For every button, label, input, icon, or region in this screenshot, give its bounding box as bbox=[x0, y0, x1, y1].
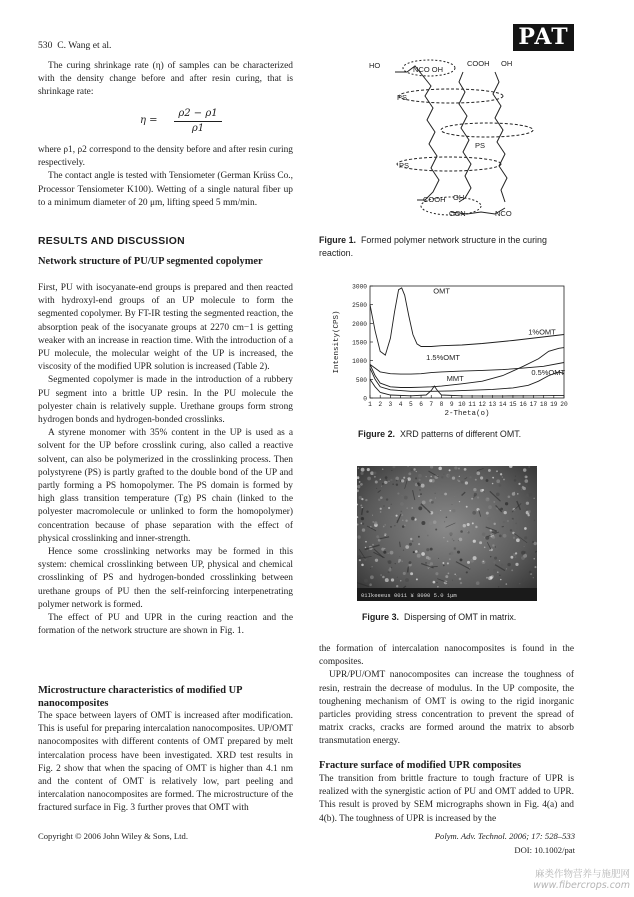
figure1-caption bbox=[319, 234, 575, 259]
chain-right bbox=[493, 72, 507, 202]
figure1-caption-text: Formed polymer network structure in the curing reaction. bbox=[319, 235, 547, 258]
network-section-body bbox=[38, 282, 293, 638]
figure3-caption-text: Dispersing of OMT in matrix. bbox=[403, 612, 517, 622]
series-label: MMT bbox=[446, 374, 464, 384]
label-ps-2: PS bbox=[475, 141, 486, 150]
network-paragraph-3: A styrene monomer with 35% content in the UP is used as a solvent for the UP before crosslink curing, also called a reactive solvent, can also be polymerized in the crosslinking process. Then polystyrene (PS) is partly grafted to the double bond of the UP and partly forming a PS homopolymer. The PS domain is formed by high glass transition temperature (Tg) PS chain (linked to the polyester macromolecule or unlinked to form the homopolymer) concentration because of phase separation with the effect of physical crosslinking and inner-strength. bbox=[38, 428, 293, 544]
series-label: 1%OMT bbox=[528, 327, 556, 337]
series-label: 0.5%OMT bbox=[531, 367, 566, 377]
ps-domain-3 bbox=[397, 157, 501, 171]
y-tick-label: 500 bbox=[355, 376, 367, 384]
page-number: 530 bbox=[38, 40, 53, 51]
section-heading: RESULTS AND DISCUSSION bbox=[38, 236, 185, 247]
watermark-cn: 麻类作物营养与施肥网 bbox=[534, 869, 630, 880]
series-label: OMT bbox=[433, 286, 450, 296]
label-ocn: OCN bbox=[449, 209, 466, 218]
label-nco-oh: NCO OH bbox=[413, 65, 443, 74]
footer-doi: DOI: 10.1002/pat bbox=[514, 845, 575, 855]
x-tick-label: 15 bbox=[509, 401, 517, 408]
x-tick-label: 9 bbox=[449, 401, 454, 408]
chain-left bbox=[395, 66, 439, 200]
tensiometer-paragraph: The contact angle is tested with Tensiometer (German Krüss Co., Processor Tensiometer K100). Wetting of a single natural fiber up to a minimum diameter of 20 μm, lifting speed 5 mm/min. bbox=[38, 171, 293, 208]
ps-domain-2 bbox=[441, 123, 533, 137]
network-paragraph-4: Hence some crosslinking networks may be formed in this system: chemical crosslinking between UP, physical and chemical crosslinking of PS and hydrogen-bonded crosslinking between urethane groups of PU then the self-reinforcing interpenetrating polymer network is formed. bbox=[38, 547, 293, 610]
microstructure-paragraph: The space between layers of OMT is increased after modification. This is useful for preparing intercalation nanocomposites. UP/OMT nanocomposites with different contents of OMT prepared by melt intercalation process have been investigated. XRD test results in Fig. 2 show that when the spacing of OMT is higher than 4.1 nm and the content of OMT is relatively low, part peeling and intercalation nanocomposites are formed. The microstructure of the fractured surface in Fig. 3 further proves that OMT with bbox=[38, 711, 293, 814]
methods-block bbox=[38, 144, 293, 210]
figure3-caption-label: Figure 3. bbox=[362, 612, 399, 622]
watermark-url: www.fibercrops.com bbox=[533, 880, 630, 891]
figure2-xrd-chart bbox=[330, 278, 574, 418]
subsection-heading-microstructure: Microstructure characteristics of modified UP nanocomposites bbox=[38, 685, 242, 709]
series-line-omt bbox=[370, 288, 564, 355]
y-tick-label: 1500 bbox=[352, 339, 367, 347]
figure2-caption-text: XRD patterns of different OMT. bbox=[399, 429, 522, 439]
label-ps-1: PS bbox=[397, 93, 408, 102]
x-tick-label: 12 bbox=[478, 401, 487, 408]
x-tick-label: 19 bbox=[550, 401, 558, 408]
network-paragraph-2: Segmented copolymer is made in the introduction of a rubbery PU segment into a brittle UP resin. In the PU molecule the polyester chain is relatively supple. Urethane groups form strong hydrogen bonds and hydrogen-bonded crosslinks. bbox=[38, 375, 293, 426]
shrinkage-paragraph: The curing shrinkage rate (η) of samples can be characterized with the density change before and after resin curing, that is shrinkage rate: bbox=[38, 61, 293, 98]
equation-lhs: η = bbox=[140, 115, 158, 126]
sem-scale-label: 01Ikeeeus 0011 ¥ 8000 5.0 1μm bbox=[361, 592, 457, 599]
subsection-heading-network: Network structure of PU/UP segmented copolymer bbox=[38, 256, 263, 267]
x-tick-label: 3 bbox=[388, 401, 393, 408]
x-tick-label: 4 bbox=[398, 401, 403, 408]
label-oh-bottom: OH bbox=[453, 193, 465, 202]
x-axis-label: 2-Theta(o) bbox=[444, 410, 490, 418]
label-ps-3: PS bbox=[399, 161, 410, 170]
x-tick-label: 14 bbox=[499, 401, 507, 408]
y-tick-label: 2000 bbox=[352, 320, 367, 328]
chain-mid bbox=[459, 72, 471, 202]
plot-frame bbox=[370, 286, 564, 398]
equation-fraction-bar bbox=[174, 121, 222, 122]
y-tick-label: 0 bbox=[363, 395, 367, 403]
subsection-heading-fracture: Fracture surface of modified UPR composites bbox=[319, 760, 522, 771]
running-header bbox=[38, 40, 111, 51]
shrinkage-equation bbox=[140, 108, 260, 136]
where-paragraph: where ρ1, ρ2 correspond to the density before and after resin curing respectively. bbox=[38, 145, 293, 169]
equation-denominator: ρ1 bbox=[191, 123, 205, 134]
x-tick-label: 1 bbox=[368, 401, 372, 408]
figure2-caption-label: Figure 2. bbox=[358, 429, 395, 439]
footer-citation: Polym. Adv. Technol. 2006; 17: 528–533 bbox=[434, 831, 575, 841]
series-label: 1.5%OMT bbox=[426, 352, 460, 362]
figure3-sem-image bbox=[357, 466, 537, 601]
x-tick-label: 13 bbox=[488, 401, 497, 408]
fracture-section-body bbox=[319, 773, 574, 826]
network-paragraph-1: First, PU with isocyanate-end groups is prepared and then reacted with hydroxyl-end groups of an UP molecule to form the segmented copolymer. By FT-IR testing the segmented reaction, the absorption peak of the isocyanate groups at 2270 cm−1 is getting weaker with an increase in reaction time. With the introduction of a PU molecule, the molecular weight of the UP is increased, the viscosity of the modified UPR solution is increased (Table 2). bbox=[38, 283, 293, 373]
label-cooh-top: COOH bbox=[467, 59, 490, 68]
figure3-caption bbox=[362, 611, 582, 624]
x-tick-label: 17 bbox=[529, 401, 538, 408]
intro-block bbox=[38, 60, 293, 100]
y-tick-label: 3000 bbox=[352, 283, 367, 291]
x-tick-label: 2 bbox=[378, 401, 383, 408]
x-tick-label: 18 bbox=[539, 401, 548, 408]
fracture-paragraph: The transition from brittle fracture to tough fracture of UPR is realized with the synergistic action of PU and OMT added to UPR. This result is proved by SEM micrographs shown in Fig. 4(a) and 4(b). The toughness of UPR is increased by the bbox=[319, 774, 574, 824]
equation-numerator: ρ2 − ρ1 bbox=[178, 108, 218, 119]
y-tick-label: 1000 bbox=[352, 358, 367, 366]
x-tick-label: 11 bbox=[468, 401, 476, 408]
figure1-caption-label: Figure 1. bbox=[319, 235, 356, 245]
network-paragraph-5: The effect of PU and UPR in the curing reaction and the formation of the network structure are shown in Fig. 1. bbox=[38, 613, 293, 637]
microstructure-section-body bbox=[38, 710, 293, 816]
intercalation-paragraph: the formation of intercalation nanocomposites is found in the composites. bbox=[319, 644, 574, 668]
x-tick-label: 7 bbox=[429, 401, 434, 408]
x-tick-label: 6 bbox=[419, 401, 423, 408]
journal-logo: PAT bbox=[513, 24, 574, 51]
label-ho: HO bbox=[369, 61, 381, 70]
x-tick-label: 16 bbox=[519, 401, 527, 408]
x-tick-label: 20 bbox=[560, 401, 568, 408]
x-tick-label: 10 bbox=[458, 401, 466, 408]
label-oh-top: OH bbox=[501, 59, 513, 68]
toughness-paragraph: UPR/PU/OMT nanocomposites can increase the toughness of resin, restrain the decrease of modulus. In the UP composite, the toughening mechanism of OMT is owing to the rigid inorganic particles providing stress concentration to prevent the spread of matrix cracks, cracks are formed around the matrix to absorb transmutation energy. bbox=[319, 670, 574, 747]
y-tick-label: 2500 bbox=[352, 302, 367, 310]
x-tick-label: 8 bbox=[439, 401, 444, 408]
label-cooh-bottom: COOH bbox=[423, 195, 446, 204]
x-tick-label: 5 bbox=[408, 401, 413, 408]
ps-domain-1 bbox=[399, 89, 503, 103]
y-axis-label: Intensity(CPS) bbox=[333, 310, 341, 374]
figure1-network-diagram bbox=[355, 52, 565, 227]
label-nco: NCO bbox=[495, 209, 512, 218]
footer-copyright: Copyright © 2006 John Wiley & Sons, Ltd. bbox=[38, 831, 188, 841]
running-authors: C. Wang et al. bbox=[57, 40, 112, 51]
composites-block bbox=[319, 643, 574, 749]
figure2-caption bbox=[358, 428, 578, 441]
